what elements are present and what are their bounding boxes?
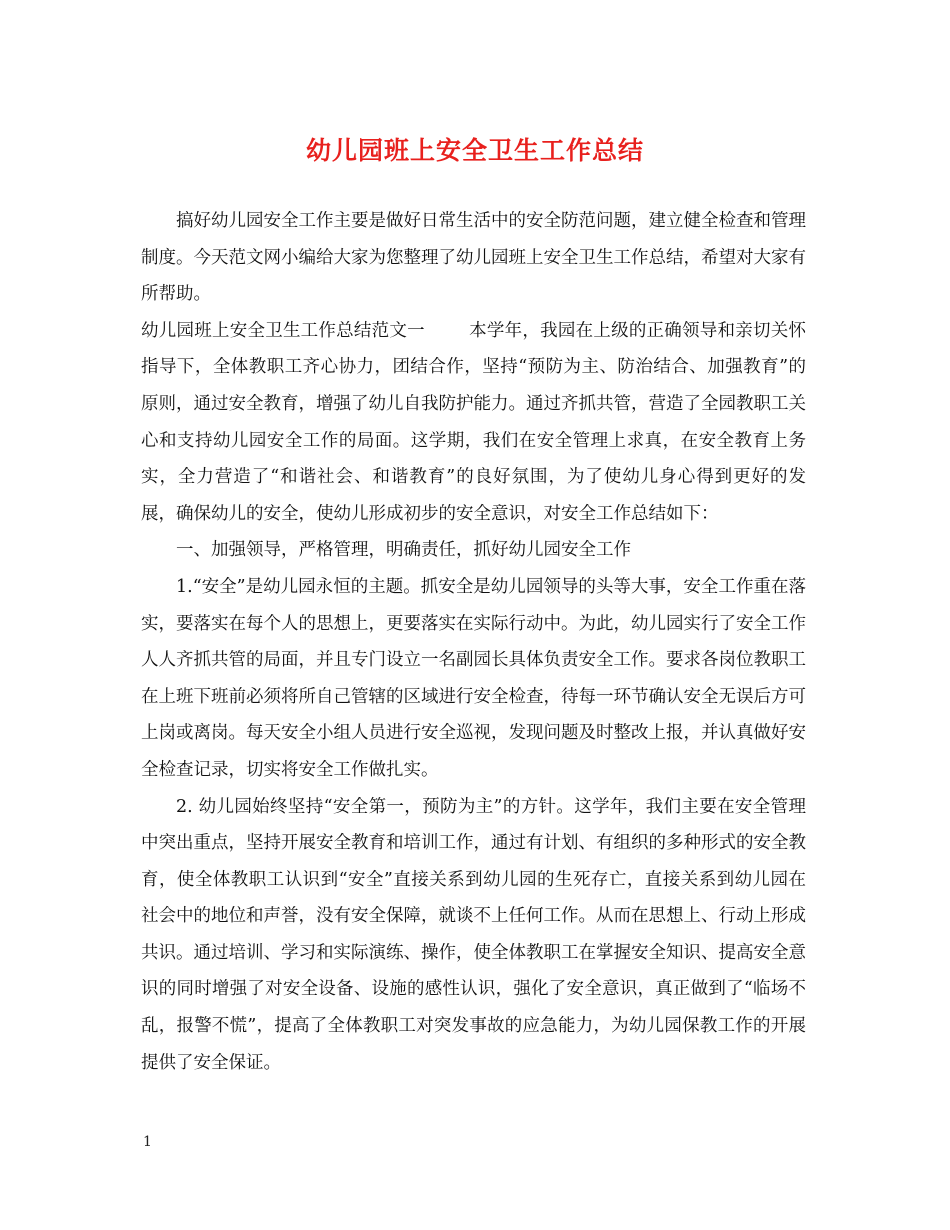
point-one-paragraph: 1.“安全”是幼儿园永恒的主题。抓安全是幼儿园领导的头等大事，安全工作重在落实，要落实在每个人的思想上，更要落实在实际行动中。为此，幼儿园实行了安全工作人人齐抓共管的局面，并且专门设立一名副园长具体负责安全工作。要求各岗位教职工在上班下班前必须将所自己管辖的区域进行安全检查，待每一环节确认安全无误后方可上岗或离岗。每天安全小组人员进行安全巡视，发现问题及时整改上报，并认真做好安全检查记录，切实将安全工作做扎实。: [141, 576, 806, 780]
document-body: [141, 203, 806, 1081]
point-two-paragraph: 2. 幼儿园始终坚持“安全第一，预防为主”的方针。这学年，我们主要在安全管理中突出重点，坚持开展安全教育和培训工作，通过有计划、有组织的多种形式的安全教育，使全体教职工认识到“安全”直接关系到幼儿园的生死存亡，直接关系到幼儿园在社会中的地位和声誉，没有安全保障，就谈不上任何工作。从而在思想上、行动上形成共识。通过培训、学习和实际演练、操作，使全体教职工在掌握安全知识、提高安全意识的同时增强了对安全设备、设施的感性认识，强化了安全意识，真正做到了“临场不乱，报警不慌”，提高了全体教职工对突发事故的应急能力，为幼儿园保教工作的开展提供了安全保证。: [141, 796, 806, 1073]
section-paragraph: [141, 313, 806, 533]
section-heading: 幼儿园班上安全卫生工作总结范文一: [141, 320, 425, 341]
page-number: 1: [143, 1134, 152, 1150]
heading-one: 一、加强领导，严格管理，明确责任，抓好幼儿园安全工作: [176, 540, 631, 561]
section-opening-text: 本学年，我园在上级的正确领导和亲切关怀指导下，全体教职工齐心协力，团结合作，坚持“预防为主、防治结合、加强教育”的原则，通过安全教育，增强了幼儿自我防护能力。通过齐抓共管，营造了全园教职工关心和支持幼儿园安全工作的局面。这学期，我们在安全管理上求真，在安全教育上务实，全力营造了“和谐社会、和谐教育”的良好氛围，为了使幼儿身心得到更好的发展，确保幼儿的安全，使幼儿形成初步的安全意识，对安全工作总结如下：: [141, 320, 807, 524]
document-title: 幼儿园班上安全卫生工作总结: [305, 136, 644, 165]
intro-paragraph: 搞好幼儿园安全工作主要是做好日常生活中的安全防范问题，建立健全检查和管理制度。今天范文网小编给大家为您整理了幼儿园班上安全卫生工作总结，希望对大家有所帮助。: [141, 211, 806, 305]
